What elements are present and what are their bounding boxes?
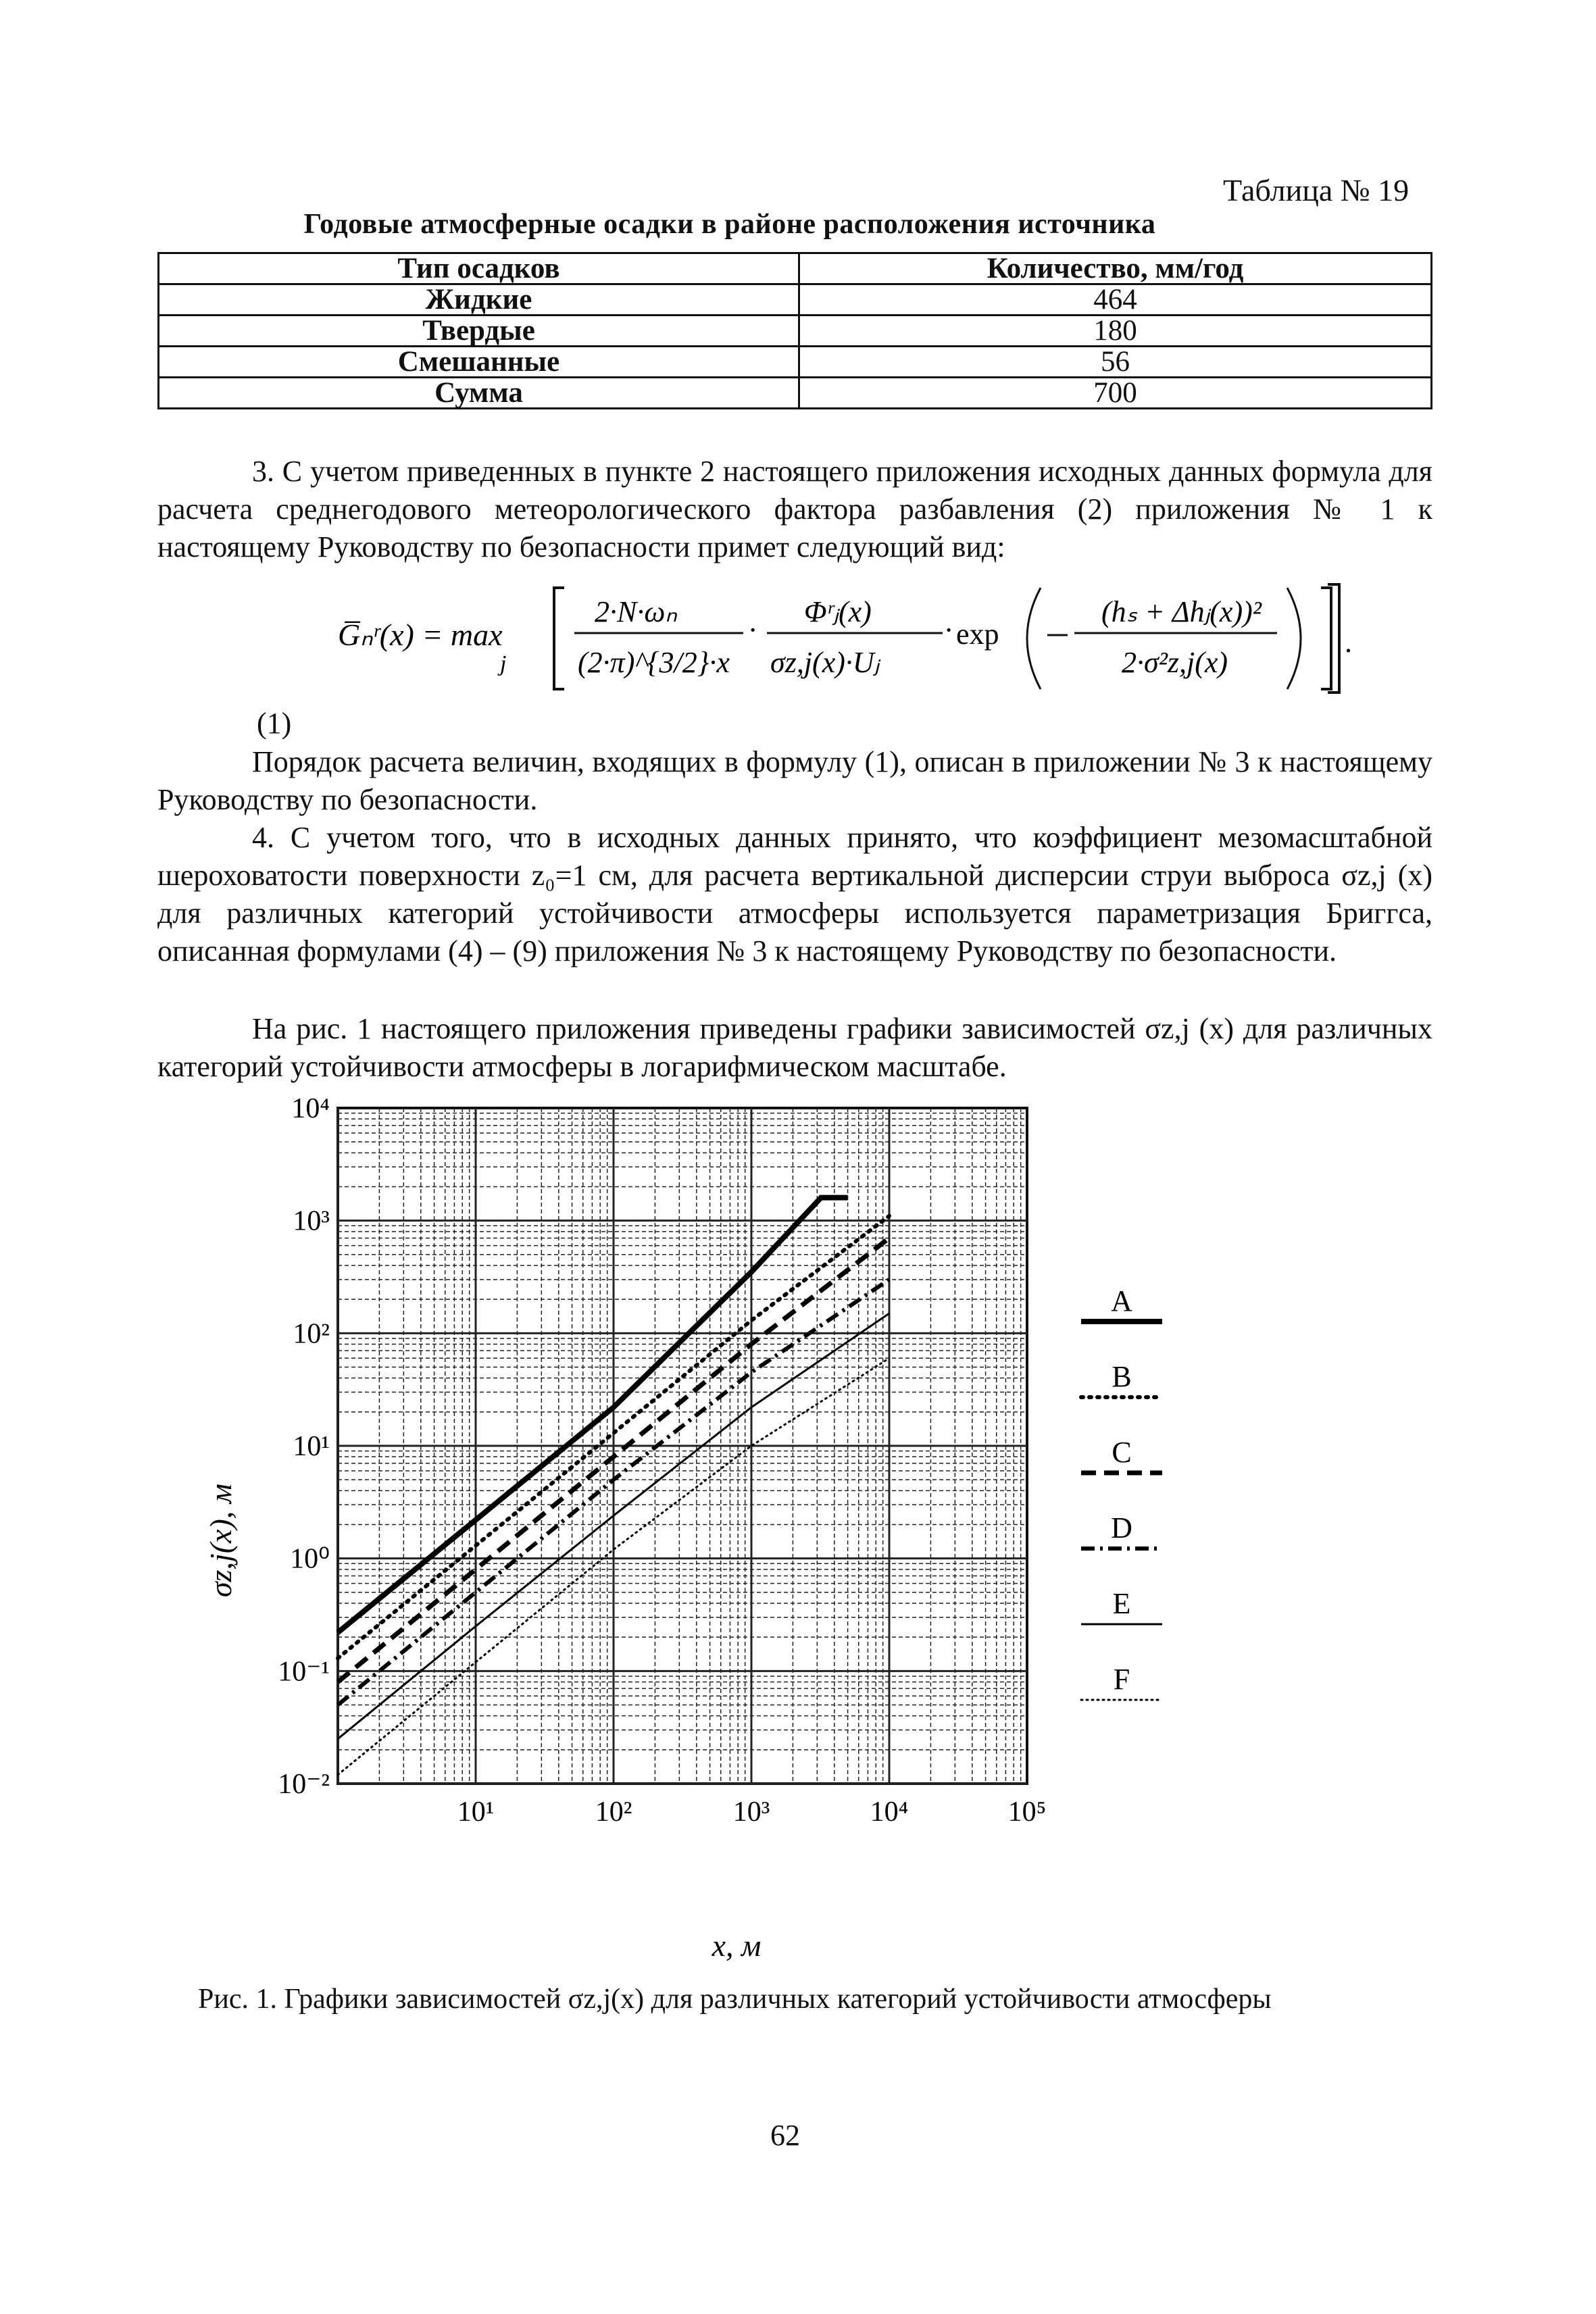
y-tick-label: 10³ xyxy=(293,1205,330,1237)
formula-exp: exp xyxy=(956,618,999,651)
cell-type: Сумма xyxy=(159,378,799,409)
formula-sub-j: j xyxy=(500,651,507,676)
table-row xyxy=(159,316,1432,347)
cell-type: Твердые xyxy=(159,316,799,347)
bracket-right xyxy=(1321,588,1331,689)
y-tick-label: 10² xyxy=(293,1318,330,1350)
paragraph-figure xyxy=(157,1010,1432,1086)
y-tick-label: 10⁴ xyxy=(291,1095,330,1124)
cell-type: Смешанные xyxy=(159,347,799,378)
paren-left xyxy=(1027,588,1041,689)
paragraph-figure-text: На рис. 1 настоящего приложения приведены графики зависимостей σz,j (x) для различных категорий устойчивости атмосферы в логарифмическом масштабе. xyxy=(157,1012,1432,1083)
x-tick-label: 10¹ xyxy=(457,1796,495,1828)
frac2-num: Φʳⱼ(x) xyxy=(804,595,872,628)
legend-label-a: A xyxy=(1111,1284,1132,1317)
paragraph-3 xyxy=(157,453,1432,566)
paragraph-order-text: Порядок расчета величин, входящих в формулу (1), описан в приложении № 3 к настоящему Руководству по безопасности. xyxy=(157,745,1432,816)
chart-ylabel: σz,j(x), м xyxy=(203,1483,238,1598)
frac1-num: 2·N·ωₙ xyxy=(595,595,677,628)
table-row xyxy=(159,347,1432,378)
dot1: · xyxy=(749,613,756,647)
sigma-chart xyxy=(189,1095,1203,1973)
x-tick-label: 10⁴ xyxy=(870,1796,909,1828)
formula-period: . xyxy=(1345,626,1352,659)
legend-label-d: D xyxy=(1111,1511,1132,1544)
table-header-row xyxy=(159,253,1432,284)
x-tick-label: 10³ xyxy=(732,1796,770,1828)
chart-legend xyxy=(1081,1284,1162,1700)
y-tick-label: 10⁻¹ xyxy=(278,1656,330,1688)
legend-label-e: E xyxy=(1112,1587,1131,1620)
formula-lhs: G̅ₙʳ(x) = max xyxy=(338,618,503,652)
bracket-left xyxy=(554,588,564,689)
paren-right xyxy=(1287,588,1301,689)
precipitation-table xyxy=(157,252,1432,409)
header-type: Тип осадков xyxy=(159,253,799,284)
x-tick-label: 10⁵ xyxy=(1007,1796,1047,1828)
legend-label-c: C xyxy=(1112,1436,1132,1469)
cell-amount: 56 xyxy=(799,347,1432,378)
y-tick-label: 10¹ xyxy=(293,1431,330,1462)
chart-grid xyxy=(338,1108,1027,1784)
figure-caption: Рис. 1. Графики зависимостей σz,j(x) для различных категорий устойчивости атмосферы xyxy=(198,1984,1272,2015)
frac2-den: σz,j(x)·Uⱼ xyxy=(770,646,880,679)
x-tick-label: 10² xyxy=(595,1796,632,1828)
paragraph-4-text: 4. С учетом того, что в исходных данных принято, что коэффициент мезомасштабной шероховатости поверхности z₀=1 см, для расчета вертикальной дисперсии струи выброса σz,j (x) для различных категорий устойчивости атмосферы используется параметризация Бриггса, описанная формулами (4) – (9) приложения № 3 к настоящему Руководству по безопасности. xyxy=(157,821,1432,967)
table-row xyxy=(159,378,1432,409)
paragraph-3-text: 3. С учетом приведенных в пункте 2 настоящего приложения исходных данных формула для расчета среднегодового метеорологического фактора разбавления (2) приложения № 1 к настоящему Руководству по безопасности примет следующий вид: xyxy=(157,455,1432,563)
y-tick-label: 10⁰ xyxy=(290,1543,330,1575)
equation-number: (1) xyxy=(257,707,292,740)
bracket-right-outer xyxy=(1328,584,1339,693)
table-row xyxy=(159,284,1432,316)
cell-amount: 700 xyxy=(799,378,1432,409)
header-amount: Количество, мм/год xyxy=(799,253,1432,284)
cell-amount: 180 xyxy=(799,316,1432,347)
y-tick-label: 10⁻² xyxy=(278,1769,330,1800)
chart-xlabel: x, м xyxy=(712,1928,762,1963)
frac3-num: (hₛ + Δhⱼ(x))² xyxy=(1101,595,1262,628)
frac3-den: 2·σ²z,j(x) xyxy=(1122,646,1228,679)
cell-amount: 464 xyxy=(799,284,1432,316)
table-title: Годовые атмосферные осадки в районе расположения источника xyxy=(303,209,1156,240)
dot2: · xyxy=(945,613,952,647)
paragraph-order xyxy=(157,743,1432,819)
legend-label-b: B xyxy=(1112,1360,1132,1393)
cell-type: Жидкие xyxy=(159,284,799,316)
paragraph-4 xyxy=(157,819,1432,970)
table-number: Таблица № 19 xyxy=(1223,173,1410,207)
legend-label-f: F xyxy=(1113,1663,1130,1696)
formula xyxy=(331,578,1358,696)
page-number: 62 xyxy=(770,2119,800,2152)
frac1-den: (2·π)^{3/2}·x xyxy=(578,646,730,679)
